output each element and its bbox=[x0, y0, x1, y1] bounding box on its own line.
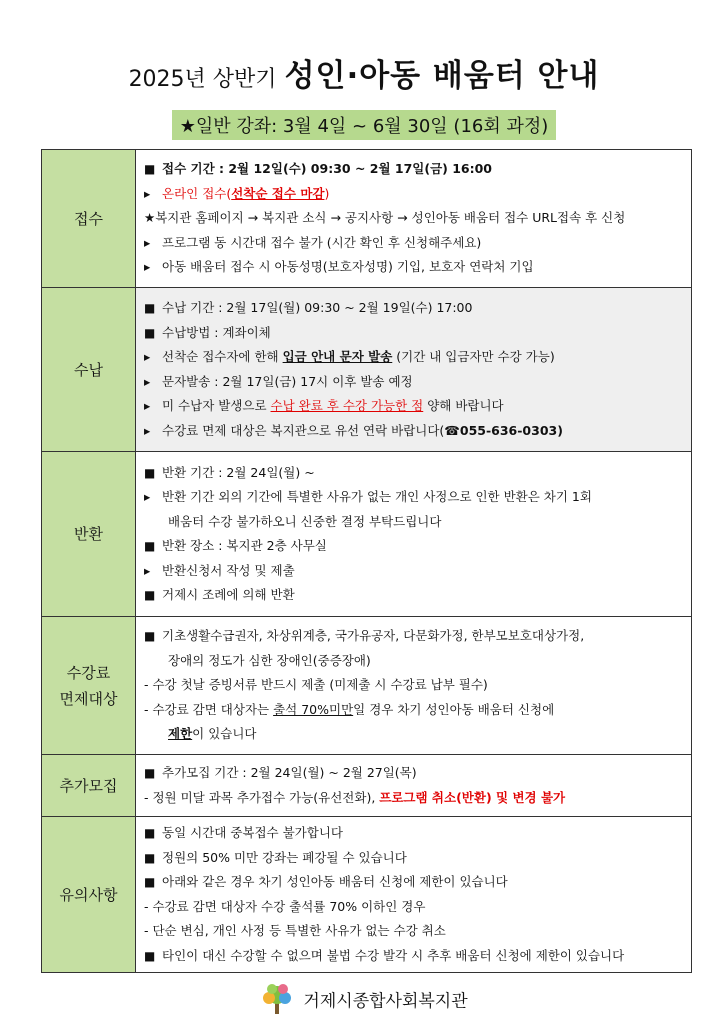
info-line: 장애의 정도가 심한 장애인(중증장애) bbox=[168, 652, 371, 668]
square-marker: ■ bbox=[144, 465, 156, 480]
square-marker: ■ bbox=[144, 162, 156, 177]
info-line: ■ 접수 기간 : 2월 12일(수) 09:30 ~ 2월 17일(금) 16:00 bbox=[144, 157, 685, 182]
triangle-marker: ▸ bbox=[144, 489, 151, 504]
section-content bbox=[136, 452, 692, 617]
title-main: 성인·아동 배움터 안내 bbox=[284, 58, 600, 94]
info-line: ■ 정원의 50% 미만 강좌는 폐강될 수 있습니다 bbox=[144, 846, 685, 871]
section-content bbox=[136, 150, 692, 288]
info-line: ■ 수납방법 : 계좌이체 bbox=[144, 321, 685, 346]
footer bbox=[0, 982, 728, 1016]
section-payment bbox=[42, 288, 692, 452]
triangle-marker: ▸ bbox=[144, 422, 151, 438]
subtitle-wrap bbox=[0, 110, 728, 140]
section-content bbox=[136, 817, 692, 973]
section-reception bbox=[42, 150, 692, 288]
section-label: 수납 bbox=[42, 288, 136, 452]
info-line: ■ 거제시 조례에 의해 반환 bbox=[144, 583, 685, 608]
info-line: ▸ 아동 배움터 접수 시 아동성명(보호자성명) 기입, 보호자 연락처 기입 bbox=[144, 255, 685, 280]
info-line: ★복지관 홈페이지 → 복지관 소식 → 공지사항 → 성인아동 배움터 접수 URL접속 후 신청 bbox=[144, 210, 626, 226]
info-line: - 수강료 감면 대상자는 출석 70%미만일 경우 차기 성인아동 배움터 신청에 bbox=[144, 701, 555, 717]
section-content bbox=[136, 755, 692, 817]
square-marker: ■ bbox=[144, 826, 156, 840]
triangle-marker: ▸ bbox=[144, 398, 151, 413]
organization-name: 거제시종합사회복지관 bbox=[303, 991, 468, 1012]
info-line: ▸ 프로그램 동 시간대 접수 불가 (시간 확인 후 신청해주세요) bbox=[144, 231, 685, 256]
square-marker: ■ bbox=[144, 539, 156, 553]
section-label: 접수 bbox=[42, 150, 136, 288]
section-content bbox=[136, 617, 692, 755]
info-line: ▸ 반환 기간 외의 기간에 특별한 사유가 없는 개인 사정으로 인한 반환은 차기 1회 bbox=[144, 485, 685, 510]
info-line: ■ 추가모집 기간 : 2월 24일(월) ~ 2월 27일(목) bbox=[144, 761, 685, 786]
section-additional bbox=[42, 755, 692, 817]
square-marker: ■ bbox=[144, 948, 156, 963]
section-label: 유의사항 bbox=[42, 817, 136, 973]
info-line: ■ 타인이 대신 수강할 수 없으며 불법 수강 발각 시 추후 배움터 신청에 제한이 있습니다 bbox=[144, 944, 685, 969]
section-label: 추가모집 bbox=[42, 755, 136, 817]
triangle-marker: ▸ bbox=[144, 259, 151, 275]
info-line: 배움터 수강 불가하오니 신중한 결정 부탁드립니다 bbox=[168, 513, 442, 529]
info-line: - 수강 첫날 증빙서류 반드시 제출 (미제출 시 수강료 납부 필수) bbox=[144, 677, 488, 693]
triangle-marker: ▸ bbox=[144, 562, 151, 578]
info-line: ▸ 반환신청서 작성 및 제출 bbox=[144, 559, 685, 584]
info-table bbox=[41, 149, 692, 973]
square-marker: ■ bbox=[144, 325, 156, 340]
square-marker: ■ bbox=[144, 850, 156, 865]
section-label: 반환 bbox=[42, 452, 136, 617]
info-line: ▸ 미 수납자 발생으로 수납 완료 후 수강 가능한 점 양해 바랍니다 bbox=[144, 394, 685, 419]
square-marker: ■ bbox=[144, 629, 156, 644]
square-marker: ■ bbox=[144, 875, 156, 889]
section-label: 수강료 면제대상 bbox=[42, 617, 136, 755]
info-line: ▸ 온라인 접수(선착순 접수 마감) bbox=[144, 182, 685, 207]
triangle-marker: ▸ bbox=[144, 349, 151, 364]
title-prefix: 2025년 상반기 bbox=[128, 67, 277, 92]
info-line: ■ 기초생활수급권자, 차상위계층, 국가유공자, 다문화가정, 한부모보호대상가정, bbox=[144, 624, 685, 649]
section-content bbox=[136, 288, 692, 452]
square-marker: ■ bbox=[144, 301, 156, 315]
page-title bbox=[0, 50, 728, 95]
info-line: - 정원 미달 과목 추가접수 가능(유선전화), 프로그램 취소(반환) 및 변경 불가 bbox=[144, 789, 566, 805]
square-marker: ■ bbox=[144, 588, 156, 602]
info-line: ▸ 수강료 면제 대상은 복지관으로 유선 연락 바랍니다(☎055-636-0303) bbox=[144, 419, 685, 444]
triangle-marker: ▸ bbox=[144, 234, 151, 250]
info-line: ■ 반환 장소 : 복지관 2층 사무실 bbox=[144, 534, 685, 559]
info-line: ■ 반환 기간 : 2월 24일(월) ~ bbox=[144, 461, 685, 486]
triangle-marker: ▸ bbox=[144, 185, 151, 201]
square-marker: ■ bbox=[144, 766, 156, 780]
info-line: - 수강료 감면 대상자 수강 출석률 70% 이하인 경우 bbox=[144, 898, 426, 914]
info-line: ■ 수납 기간 : 2월 17일(월) 09:30 ~ 2월 19일(수) 17:00 bbox=[144, 296, 685, 321]
course-period-banner: ★일반 강좌: 3월 4일 ~ 6월 30일 (16회 과정) bbox=[172, 110, 557, 140]
section-exemption bbox=[42, 617, 692, 755]
triangle-marker: ▸ bbox=[144, 373, 151, 389]
tree-logo-icon bbox=[260, 982, 294, 1016]
info-line: 제한이 있습니다 bbox=[168, 726, 257, 742]
info-line: ■ 동일 시간대 중복접수 불가합니다 bbox=[144, 821, 685, 846]
section-refund bbox=[42, 452, 692, 617]
info-line: ▸ 문자발송 : 2월 17일(금) 17시 이후 발송 예정 bbox=[144, 370, 685, 395]
section-notes bbox=[42, 817, 692, 973]
info-line: ■ 아래와 같은 경우 차기 성인아동 배움터 신청에 제한이 있습니다 bbox=[144, 870, 685, 895]
info-line: - 단순 변심, 개인 사정 등 특별한 사유가 없는 수강 취소 bbox=[144, 923, 446, 938]
info-line: ▸ 선착순 접수자에 한해 입금 안내 문자 발송 (기간 내 입금자만 수강 가능) bbox=[144, 345, 685, 370]
